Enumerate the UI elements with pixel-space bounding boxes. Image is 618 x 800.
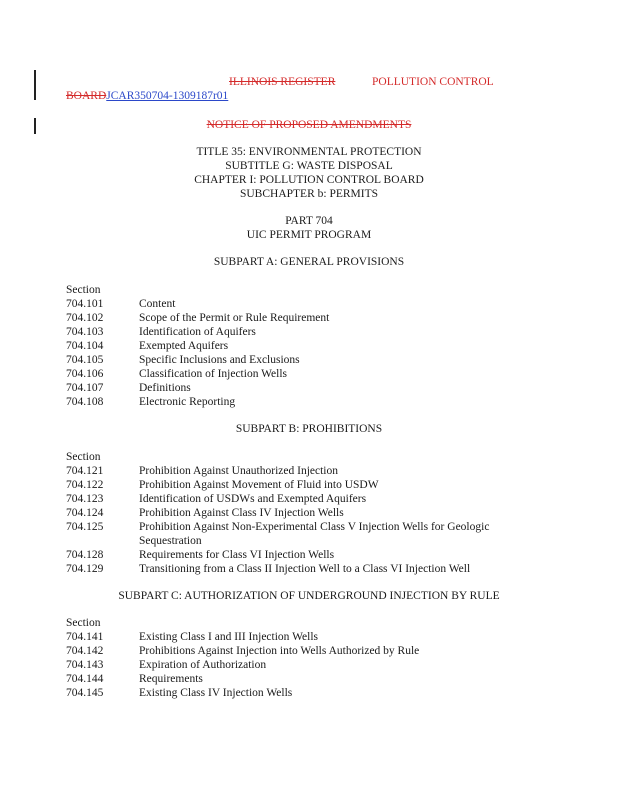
section-row	[66, 298, 566, 312]
section-title: Exempted Aquifers	[139, 340, 229, 352]
section-number: 704.144	[66, 673, 104, 685]
subpart-a-heading: SUBPART A: GENERAL PROVISIONS	[213, 256, 405, 268]
section-title: Existing Class I and III Injection Wells	[139, 631, 318, 643]
board-line	[66, 90, 228, 102]
section-title: Expiration of Authorization	[139, 659, 267, 671]
section-title: Prohibition Against Class IV Injection Wells	[139, 507, 344, 519]
section-row	[66, 521, 566, 535]
section-title: Prohibition Against Non-Experimental Class V Injection Wells for Geologic	[139, 521, 490, 533]
notice-heading: NOTICE OF PROPOSED AMENDMENTS	[206, 119, 412, 131]
section-row	[66, 465, 566, 479]
section-number: 704.145	[66, 687, 104, 699]
agency-heading: POLLUTION CONTROL	[372, 76, 494, 88]
section-row	[66, 368, 566, 382]
section-title: Prohibition Against Movement of Fluid into USDW	[139, 479, 379, 491]
section-title: Scope of the Permit or Rule Requirement	[139, 312, 330, 324]
section-number: 704.143	[66, 659, 104, 671]
section-number: 704.142	[66, 645, 104, 657]
section-row	[66, 507, 566, 521]
section-number: 704.101	[66, 298, 104, 310]
section-row	[66, 396, 566, 410]
doc-code: JCAR350704-1309187r01	[106, 90, 229, 102]
subpart-c-heading: SUBPART C: AUTHORIZATION OF UNDERGROUND INJECTION BY RULE	[118, 590, 500, 602]
section-title: Identification of USDWs and Exempted Aquifers	[139, 493, 367, 505]
title-line: TITLE 35: ENVIRONMENTAL PROTECTION	[196, 146, 422, 158]
section-number: 704.124	[66, 507, 104, 519]
subchapter-line: SUBCHAPTER b: PERMITS	[239, 188, 379, 200]
section-number: 704.108	[66, 396, 104, 408]
section-title: Prohibition Against Unauthorized Injection	[139, 465, 338, 477]
section-title: Transitioning from a Class II Injection Well to a Class VI Injection Well	[139, 563, 471, 575]
section-number: 704.122	[66, 479, 104, 491]
revision-bar	[34, 70, 36, 100]
section-title: Electronic Reporting	[139, 396, 236, 408]
section-title: Prohibitions Against Injection into Wells Authorized by Rule	[139, 645, 420, 657]
section-number: 704.106	[66, 368, 104, 380]
section-title: Requirements for Class VI Injection Wells	[139, 549, 335, 561]
subpart-b-heading: SUBPART B: PROHIBITIONS	[235, 423, 383, 435]
section-title: Existing Class IV Injection Wells	[139, 687, 293, 699]
section-title: Content	[139, 298, 176, 310]
section-number: 704.102	[66, 312, 104, 324]
section-title: Classification of Injection Wells	[139, 368, 288, 380]
section-number: 704.125	[66, 521, 104, 533]
section-row	[66, 354, 566, 368]
section-row	[66, 631, 566, 645]
section-row	[66, 312, 566, 326]
part-name: UIC PERMIT PROGRAM	[246, 229, 372, 241]
section-number: 704.123	[66, 493, 104, 505]
section-row	[66, 673, 566, 687]
section-row	[66, 493, 566, 507]
section-title: Definitions	[139, 382, 191, 394]
section-label: Section	[66, 451, 101, 463]
section-title: Requirements	[139, 673, 203, 685]
section-number: 704.104	[66, 340, 104, 352]
board-struck: BOARD	[66, 90, 107, 102]
section-title: Specific Inclusions and Exclusions	[139, 354, 300, 366]
subtitle-line: SUBTITLE G: WASTE DISPOSAL	[225, 160, 393, 172]
chapter-line: CHAPTER I: POLLUTION CONTROL BOARD	[194, 174, 424, 186]
section-number: 704.129	[66, 563, 104, 575]
section-title: Identification of Aquifers	[139, 326, 256, 338]
section-label: Section	[66, 284, 101, 296]
section-number: 704.121	[66, 465, 104, 477]
section-row	[66, 687, 566, 701]
section-number: 704.103	[66, 326, 104, 338]
section-row	[66, 645, 566, 659]
section-number: 704.107	[66, 382, 104, 394]
section-row	[66, 479, 566, 493]
section-number: 704.141	[66, 631, 104, 643]
section-row	[66, 340, 566, 354]
section-number: 704.128	[66, 549, 104, 561]
part-line: PART 704	[285, 215, 333, 227]
section-label: Section	[66, 617, 101, 629]
section-row	[66, 382, 566, 396]
section-row	[66, 563, 566, 577]
section-number: 704.105	[66, 354, 104, 366]
section-row	[66, 326, 566, 340]
section-title-continuation: Sequestration	[139, 535, 202, 547]
section-row	[66, 659, 566, 673]
section-row	[66, 549, 566, 563]
register-heading: ILLINOIS REGISTER	[229, 76, 336, 88]
